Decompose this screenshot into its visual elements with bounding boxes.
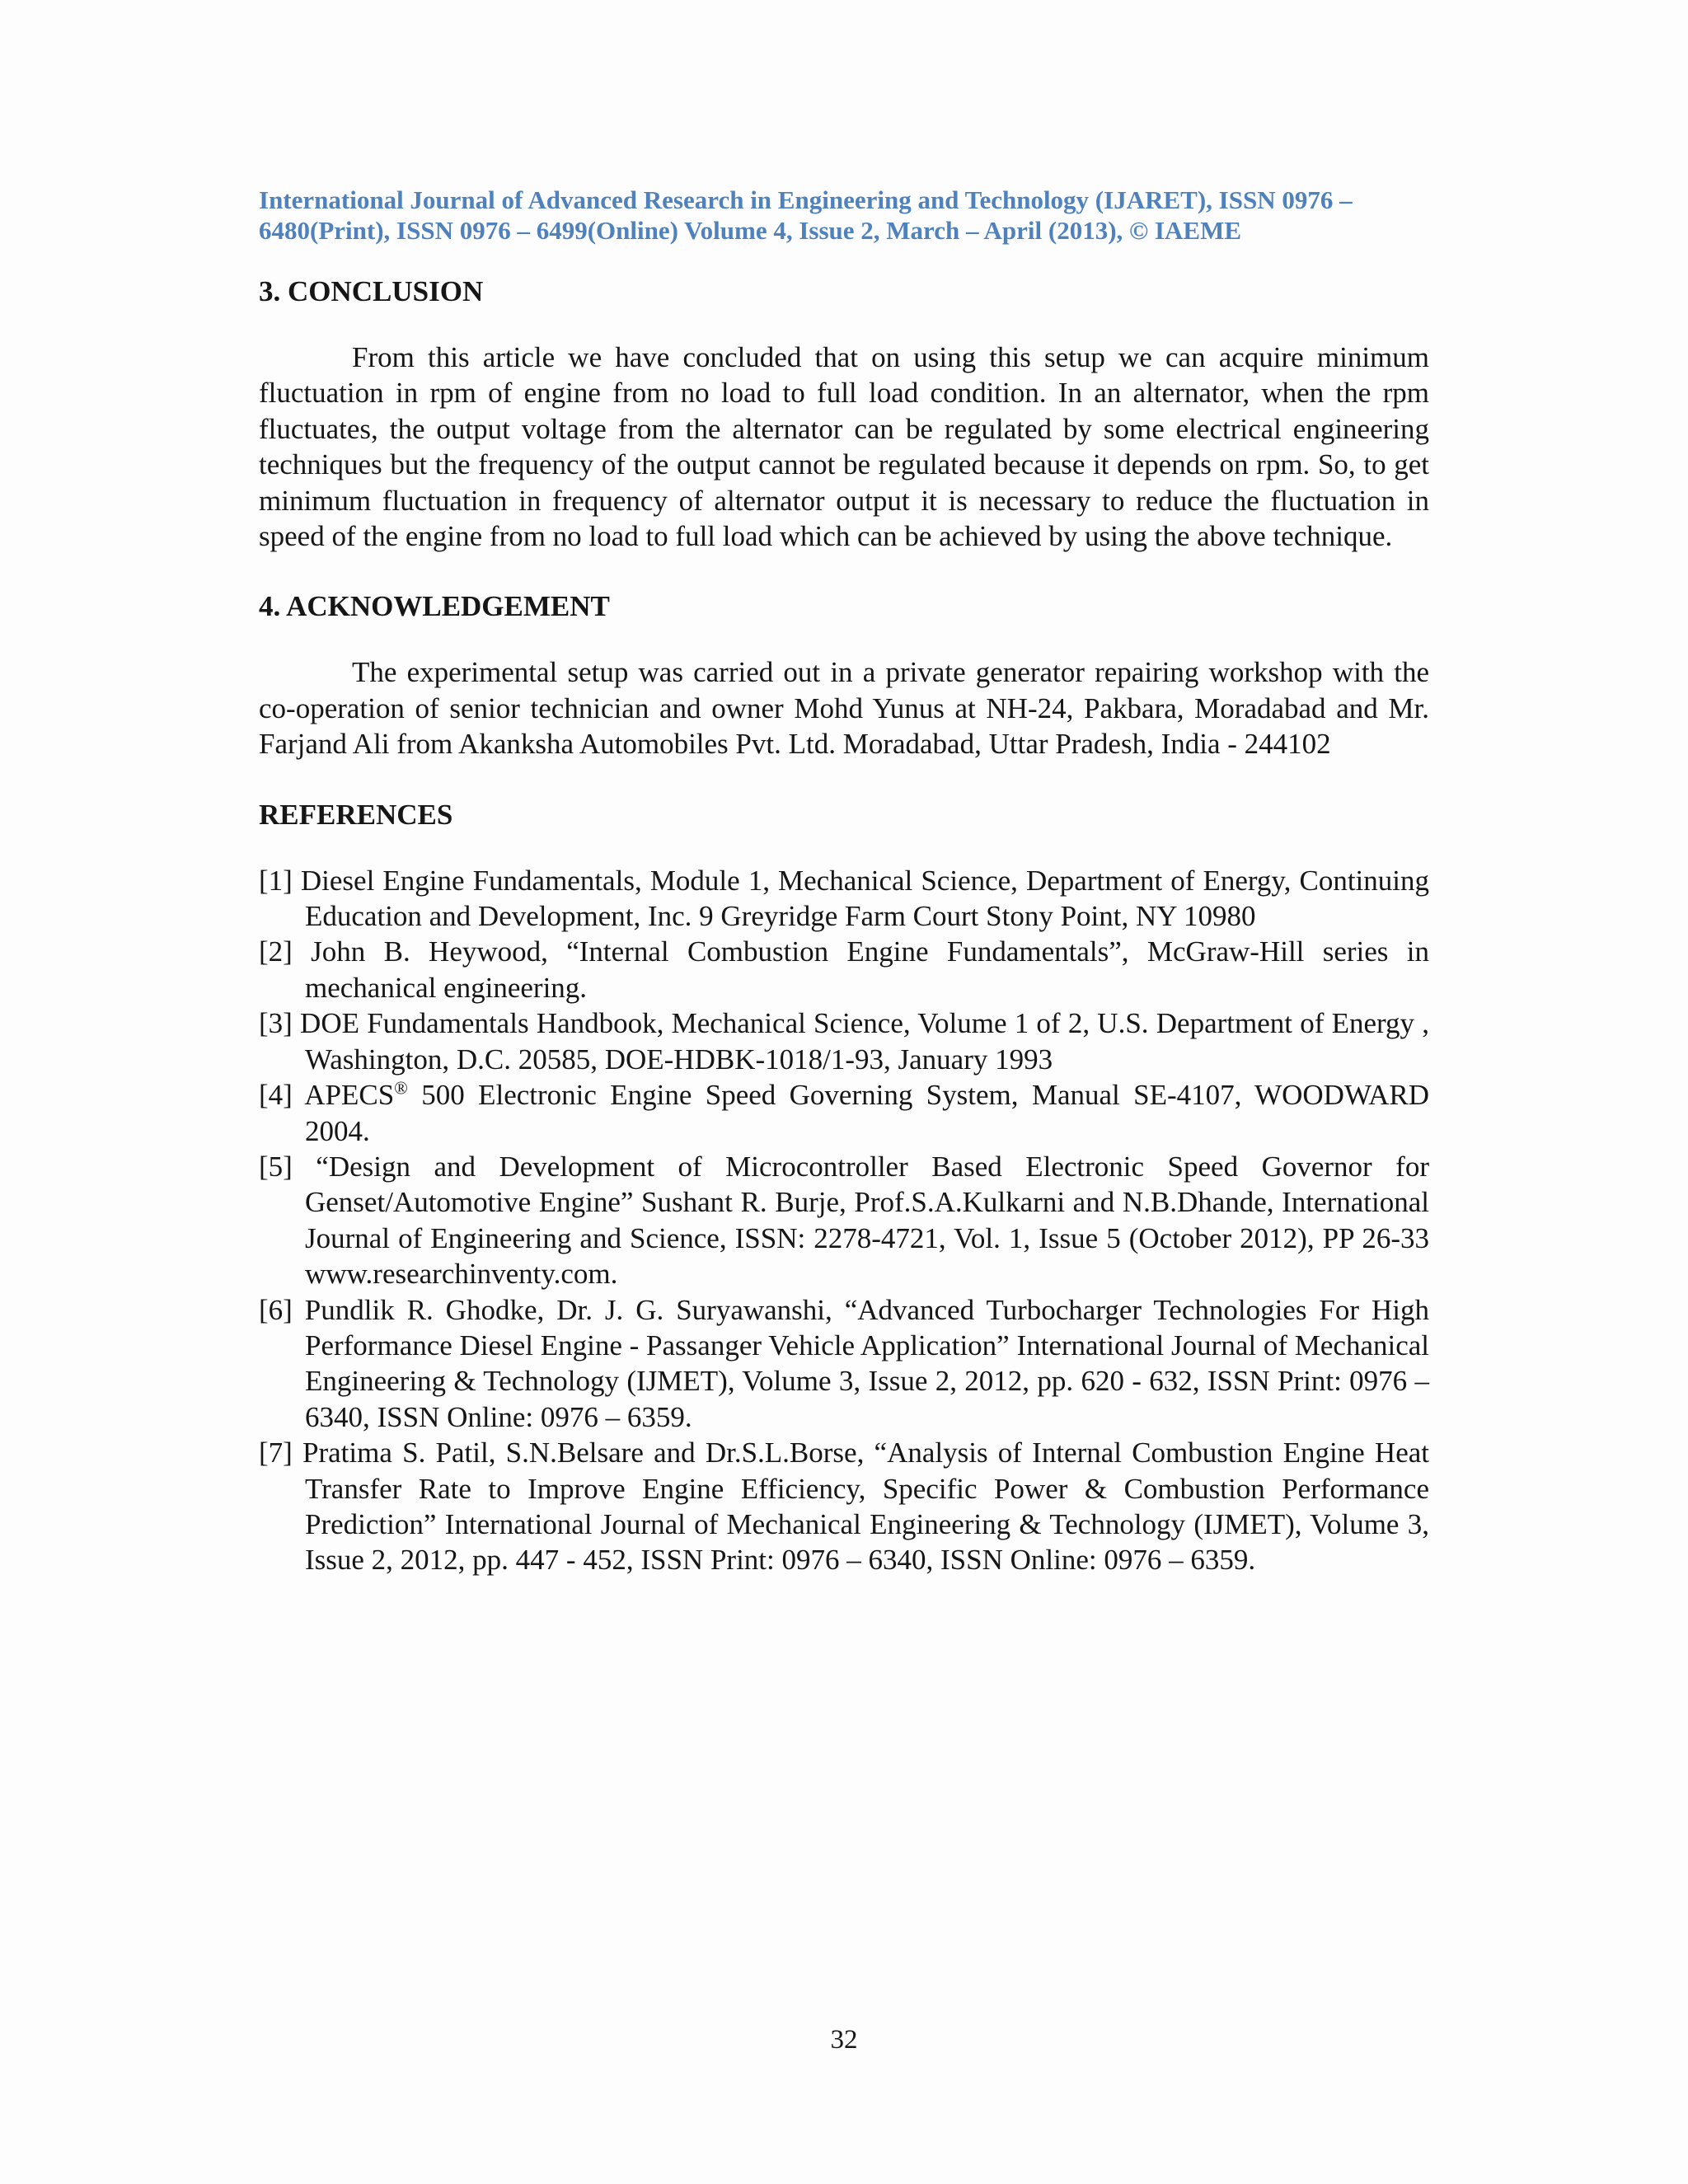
conclusion-paragraph: From this article we have concluded that on using this setup we can acquire minimum fluctuation in rpm of engine from no load to full load condition. In an alternator, when the rpm fluctuates, the output voltage from the alternator can be regulated by some electrical engineering techniques but the frequency of the output cannot be regulated because it depends on rpm. So, to get minimum fluctuation in frequency of alternator output it is necessary to reduce the fluctuation in speed of the engine from no load to full load which can be achieved by using the above technique. — [259, 341, 1429, 553]
reference-item-5: [5] “Design and Development of Microcontroller Based Electronic Speed Governor for Genset/Automotive Engine” Sushant R. Burje, Prof.S.A.Kulkarni and N.B.Dhande, International Journal of Engineering and Science, ISSN: 2278-4721, Vol. 1, Issue 5 (October 2012), PP 26-33 www.researchinventy.com. — [259, 1150, 1429, 1291]
reference-item-3: [3] DOE Fundamentals Handbook, Mechanical Science, Volume 1 of 2, U.S. Department of Energy , Washington, D.C. 20585, DOE-HDBK-1018/1-93, January 1993 — [259, 1007, 1429, 1076]
reference-item-7: [7] Pratima S. Patil, S.N.Belsare and Dr.S.L.Borse, “Analysis of Internal Combustion Engine Heat Transfer Rate to Improve Engine Efficiency, Specific Power & Combustion Performance Prediction” International Journal of Mechanical Engineering & Technology (IJMET), Volume 3, Issue 2, 2012, pp. 447 - 452, ISSN Print: 0976 – 6340, ISSN Online: 0976 – 6359. — [259, 1436, 1429, 1577]
reference-item-1: [1] Diesel Engine Fundamentals, Module 1, Mechanical Science, Department of Energy, Continuing Education and Development, Inc. 9 Greyridge Farm Court Stony Point, NY 10980 — [259, 864, 1429, 933]
acknowledgement-heading: 4. ACKNOWLEDGEMENT — [259, 590, 610, 623]
references-heading: REFERENCES — [259, 798, 453, 831]
references-list — [259, 863, 1429, 1578]
journal-header: International Journal of Advanced Research in Engineering and Technology (IJARET), ISSN 0976 – 6480(Print), ISSN 0976 – 6499(Online) Volume 4, Issue 2, March – April (2013), © IAEME — [259, 185, 1353, 245]
reference-4-rest: 500 Electronic Engine Speed Governing System, Manual SE-4107, WOODWARD 2004. — [305, 1079, 1429, 1147]
page-content — [259, 185, 1429, 1578]
reference-item-4 — [259, 1077, 1429, 1149]
registered-mark: ® — [394, 1077, 408, 1099]
page-number: 32 — [830, 2025, 858, 2055]
reference-item-6: [6] Pundlik R. Ghodke, Dr. J. G. Suryawanshi, “Advanced Turbocharger Technologies For High Performance Diesel Engine - Passanger Vehicle Application” International Journal of Mechanical Engineering & Technology (IJMET), Volume 3, Issue 2, 2012, pp. 620 - 632, ISSN Print: 0976 – 6340, ISSN Online: 0976 – 6359. — [259, 1293, 1429, 1433]
conclusion-heading: 3. CONCLUSION — [259, 275, 484, 307]
acknowledgement-paragraph: The experimental setup was carried out in a private generator repairing workshop with the co-operation of senior technician and owner Mohd Yunus at NH-24, Pakbara, Moradabad and Mr. Farjand Ali from Akanksha Automobiles Pvt. Ltd. Moradabad, Uttar Pradesh, India - 244102 — [259, 656, 1429, 761]
reference-4-prefix: [4] APECS — [259, 1079, 395, 1112]
reference-item-2: [2] John B. Heywood, “Internal Combustion Engine Fundamentals”, McGraw-Hill series in mechanical engineering. — [259, 935, 1429, 1004]
